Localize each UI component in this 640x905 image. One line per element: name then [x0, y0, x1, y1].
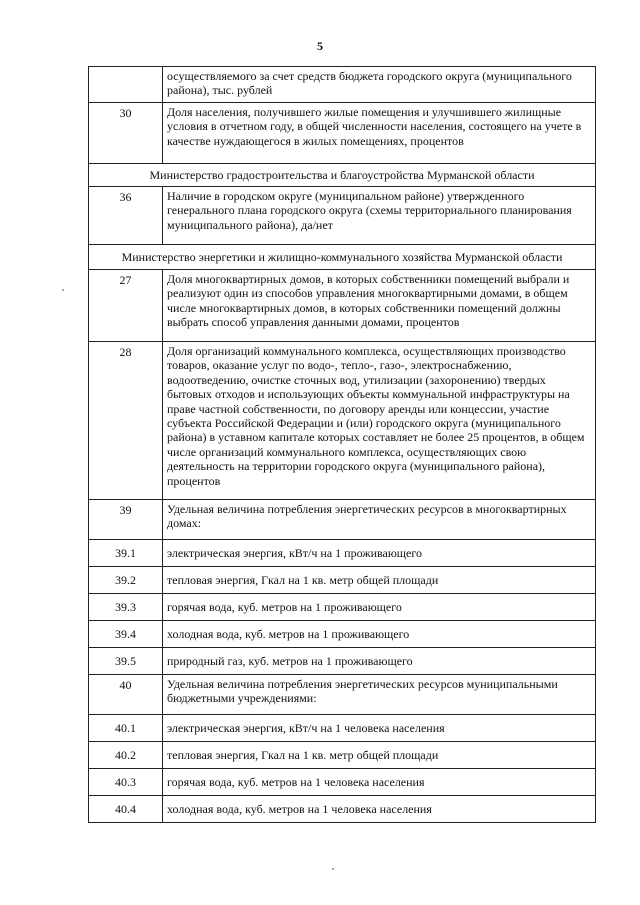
row-text: [163, 342, 596, 500]
row-text-content: осуществляемого за счет средств бюджета городского округа (муниципального района), тыс. рублей: [167, 69, 572, 98]
row-text: горячая вода, куб. метров на 1 человека населения: [163, 769, 596, 796]
row-text: [163, 187, 596, 245]
table-row: [89, 675, 596, 715]
row-number: 39.4: [89, 621, 163, 648]
table-row: [89, 567, 596, 594]
table-row: [89, 270, 596, 342]
row-text: электрическая энергия, кВт/ч на 1 проживающего: [163, 540, 596, 567]
row-text: тепловая энергия, Гкал на 1 кв. метр общей площади: [163, 567, 596, 594]
row-number: [89, 675, 163, 715]
table-row: [89, 715, 596, 742]
row-number: [89, 342, 163, 500]
row-number: [89, 187, 163, 245]
row-text: холодная вода, куб. метров на 1 человека населения: [163, 796, 596, 823]
row-text: горячая вода, куб. метров на 1 проживающего: [163, 594, 596, 621]
row-number-value: 27: [119, 273, 132, 287]
row-number: [89, 103, 163, 164]
table-row: [89, 187, 596, 245]
table-row: [89, 769, 596, 796]
row-text: [163, 675, 596, 715]
row-number-value: 36: [119, 190, 132, 204]
table-row: [89, 342, 596, 500]
section-heading: [89, 245, 596, 270]
table-row: [89, 103, 596, 164]
indicators-table: [88, 66, 596, 823]
section-row: [89, 245, 596, 270]
row-number: 40.2: [89, 742, 163, 769]
row-text: электрическая энергия, кВт/ч на 1 человека населения: [163, 715, 596, 742]
section-heading: [89, 164, 596, 187]
section-heading-text: Министерство энергетики и жилищно-коммунального хозяйства Мурманской области: [121, 250, 563, 264]
page-number: 5: [317, 39, 323, 53]
row-text-content: Наличие в городском округе (муниципальном районе) утвержденного генерального плана городского округа (схемы территориального планирования муниципального района), да/нет: [167, 189, 572, 232]
row-text-content: Доля многоквартирных домов, в которых собственники помещений выбрали и реализуют один из способов управления многоквартирными домами, в общем числе многоквартирных домов, в которых собственники помещений должны выбрать способ управления данными домами, процентов: [167, 272, 570, 330]
table-row: [89, 67, 596, 103]
row-number: 40.3: [89, 769, 163, 796]
row-text: [163, 103, 596, 164]
row-text-content: Удельная величина потребления энергетических ресурсов муниципальными бюджетными учреждениями:: [167, 677, 558, 706]
section-row: [89, 164, 596, 187]
table-row: [89, 500, 596, 540]
row-number: 39.2: [89, 567, 163, 594]
row-text-content: Доля организаций коммунального комплекса, осуществляющих производство товаров, оказание услуг по водо-, тепло-, газо-, электроснабжению, водоотведению, очистке сточных вод, утилизации (захоронению) твердых бытовых отходов и использующих объекты коммунальной инфраструктуры на праве частной собственности, по договору аренды или концессии, участие субъекта Российской Федерации и (или) городского округа (муниципального района) в уставном капитале которых составляет не более 25 процентов, в общем числе организаций коммунального комплекса, осуществляющих свою деятельность на территории городского округа (муниципального района), процентов: [167, 344, 585, 488]
row-text: природный газ, куб. метров на 1 проживающего: [163, 648, 596, 675]
row-number: 39.5: [89, 648, 163, 675]
row-text-content: Удельная величина потребления энергетических ресурсов в многоквартирных домах:: [167, 502, 567, 531]
row-text-content: Доля населения, получившего жилые помещения и улучшившего жилищные условия в отчетном году, в общей численности населения, состоящего на учете в качестве нуждающегося в жилых помещениях, процентов: [167, 105, 582, 148]
row-text: [163, 500, 596, 540]
row-number: 39.3: [89, 594, 163, 621]
row-number: [89, 270, 163, 342]
table-row: [89, 621, 596, 648]
table-row: [89, 648, 596, 675]
row-number-value: 39: [119, 503, 132, 517]
table-row: [89, 742, 596, 769]
row-text: тепловая энергия, Гкал на 1 кв. метр общей площади: [163, 742, 596, 769]
table-row: [89, 796, 596, 823]
row-text: [163, 67, 596, 103]
section-heading-text: Министерство градостроительства и благоустройства Мурманской области: [149, 168, 535, 182]
row-number: 40.1: [89, 715, 163, 742]
row-number: [89, 500, 163, 540]
row-text: [163, 270, 596, 342]
table-row: [89, 540, 596, 567]
row-number: 40.4: [89, 796, 163, 823]
scan-speck: [62, 289, 64, 291]
row-number-value: 40: [119, 678, 132, 692]
row-number: 39.1: [89, 540, 163, 567]
row-number-value: 28: [119, 345, 132, 359]
scan-speck: [332, 868, 334, 870]
row-number: [89, 67, 163, 103]
table-row: [89, 594, 596, 621]
row-text: холодная вода, куб. метров на 1 проживающего: [163, 621, 596, 648]
row-number-value: 30: [119, 106, 132, 120]
